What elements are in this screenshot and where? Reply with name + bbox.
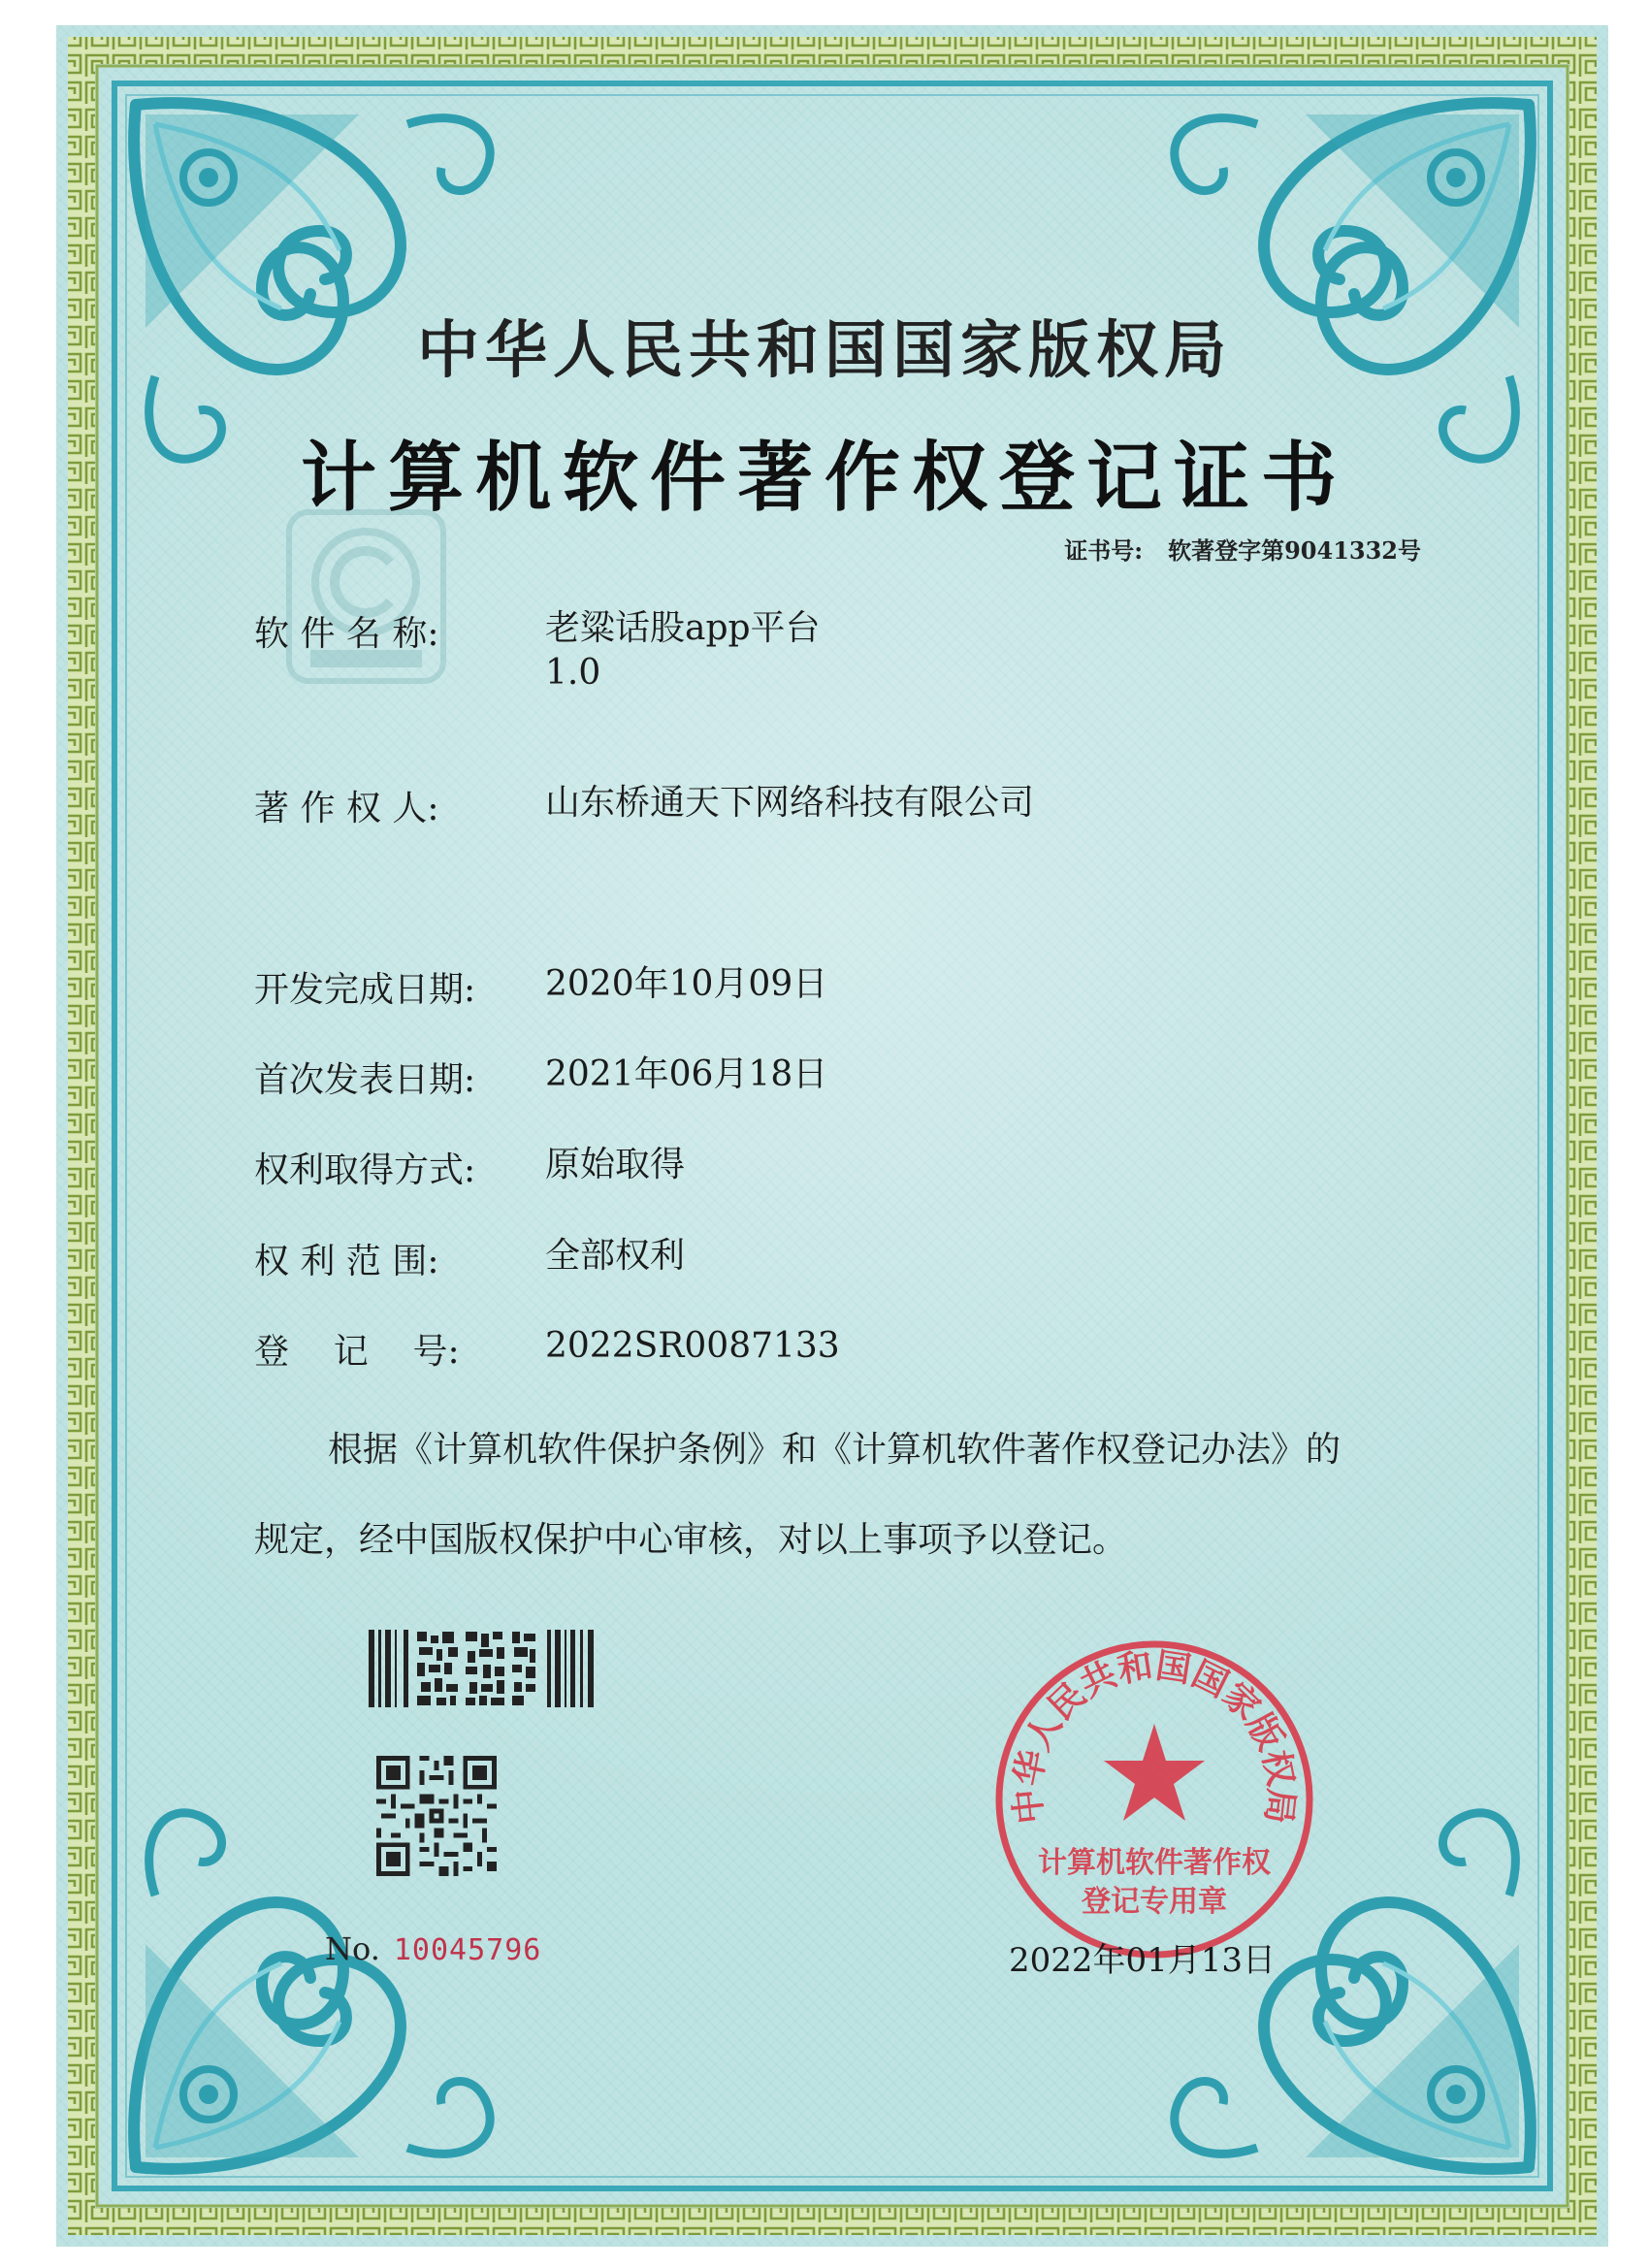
field-rights-scope	[254, 1234, 685, 1283]
barcode	[369, 1630, 598, 1707]
statement-line-1: 根据《计算机软件保护条例》和《计算机软件著作权登记办法》的	[328, 1430, 1342, 1470]
official-seal	[989, 1635, 1319, 1964]
field-software-name	[254, 606, 821, 696]
registration-number-value: 2022SR0087133	[545, 1326, 840, 1366]
field-registration-number	[254, 1324, 840, 1374]
rights-scope-value: 全部权利	[545, 1236, 686, 1276]
qr-code	[376, 1756, 497, 1876]
registration-number-label: 登 记 号:	[254, 1332, 460, 1372]
serial-number	[325, 1930, 541, 1967]
software-name-line2: 1.0	[545, 653, 601, 693]
serial-number-value: 10045796	[393, 1933, 542, 1967]
seal-star-icon	[1104, 1724, 1205, 1821]
certificate-number	[1064, 532, 1421, 566]
first-publication-date-value: 2021年06月18日	[545, 1054, 828, 1094]
copyright-owner-value: 山东桥通天下网络科技有限公司	[545, 783, 1035, 823]
field-acquisition-method	[254, 1143, 685, 1192]
copyright-owner-label: 著 作 权 人:	[254, 789, 439, 828]
certificate-title: 计算机软件著作权登记证书	[300, 434, 1348, 522]
corner-ornament-top-right	[1175, 103, 1531, 459]
acquisition-method-value: 原始取得	[545, 1145, 686, 1184]
statement-line-2: 规定，经中国版权保护中心审核，对以上事项予以登记。	[254, 1520, 1128, 1560]
serial-prefix: No.	[325, 1930, 380, 1967]
first-publication-date-label: 首次发表日期:	[254, 1060, 476, 1100]
certificate-number-label: 证书号:	[1064, 536, 1144, 565]
certificate-number-value: 软著登字第9041332号	[1168, 536, 1421, 565]
software-name-value	[545, 606, 821, 696]
completion-date-label: 开发完成日期:	[254, 970, 476, 1010]
seal-inner-line-1: 计算机软件著作权	[1038, 1846, 1271, 1880]
seal-outer-text: 中华人民共和国国家版权局	[1007, 1645, 1302, 1827]
field-completion-date	[254, 962, 827, 1012]
seal-inner-line-2: 登记专用章	[1082, 1885, 1227, 1919]
corner-ornament-top-left	[134, 103, 490, 459]
field-copyright-owner	[254, 781, 1034, 830]
rights-scope-label: 权 利 范 围:	[254, 1242, 439, 1281]
authority-title: 中华人民共和国国家版权局	[417, 314, 1232, 387]
completion-date-value: 2020年10月09日	[545, 964, 828, 1004]
acquisition-method-label: 权利取得方式:	[254, 1150, 476, 1190]
software-name-line1: 老粱话股app平台	[545, 608, 821, 648]
issue-date: 2022年01月13日	[1009, 1941, 1277, 1980]
software-name-label: 软 件 名 称:	[254, 614, 439, 654]
field-first-publication-date	[254, 1053, 827, 1102]
